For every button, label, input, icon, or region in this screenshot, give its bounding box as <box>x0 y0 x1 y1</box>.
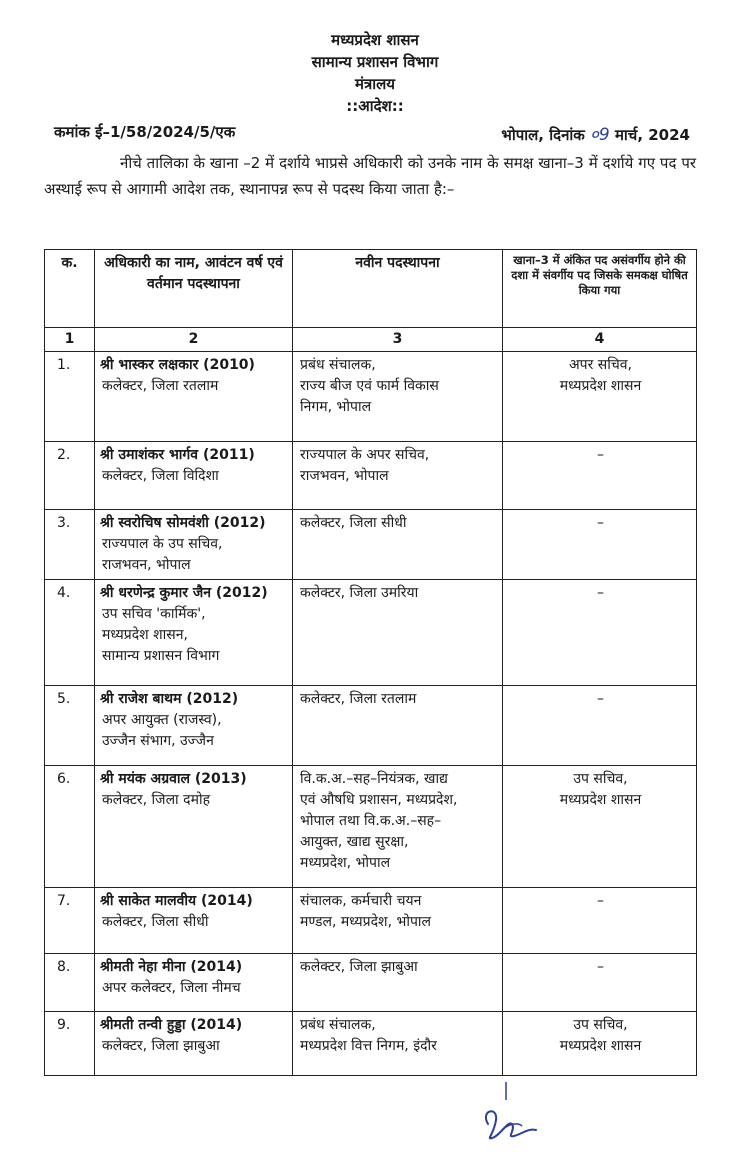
serial-number: 5. <box>45 686 95 766</box>
table-row <box>45 352 697 442</box>
current-posting-line: राजभवन, भोपाल <box>102 557 191 573</box>
equivalent-post-cell <box>503 686 697 766</box>
col-number: 1 <box>45 328 95 352</box>
order-body-content: नीचे तालिका के खाना –2 में दर्शाये भाप्रसे अधिकारी को उनके नाम के समक्ष खाना–3 में दर्शाये गए पद पर अस्थाई रूप से आगामी आदेश तक, स्थानापन्न रूप से पदस्थ किया जाता है:– <box>44 154 696 198</box>
officer-cell <box>95 510 293 580</box>
equivalent-post-cell <box>503 888 697 954</box>
table-row <box>45 686 697 766</box>
current-posting-line: अपर आयुक्त (राजस्व), <box>102 712 222 728</box>
column-number-row <box>45 328 697 352</box>
table-row <box>45 766 697 888</box>
new-posting-line: राज्य बीज एवं फार्म विकास <box>300 378 439 394</box>
order-heading: ::आदेश:: <box>346 97 404 115</box>
order-date <box>501 122 690 145</box>
posting-table <box>44 249 697 1076</box>
table-row <box>45 510 697 580</box>
equivalent-post-line: अपर सचिव, <box>568 357 633 373</box>
serial-number: 8. <box>45 954 95 1012</box>
new-posting-line: कलेक्टर, जिला उमरिया <box>300 585 419 601</box>
order-number: कमांक ई–1/58/2024/5/एक <box>54 123 236 141</box>
current-posting-line: कलेक्टर, जिला विदिशा <box>102 468 219 484</box>
serial-number: 6. <box>45 766 95 888</box>
table-row <box>45 1012 697 1076</box>
officer-cell <box>95 954 293 1012</box>
officer-cell <box>95 1012 293 1076</box>
new-posting-cell <box>293 352 503 442</box>
equivalent-post-line: – <box>597 515 604 531</box>
officer-name: श्री भास्कर लक्षकार (2010) <box>100 357 255 373</box>
new-posting-line: मध्यप्रदेश, भोपाल <box>300 855 391 871</box>
equivalent-post-line: – <box>597 585 604 601</box>
col-number: 4 <box>503 328 697 352</box>
officer-name: श्री उमाशंकर भार्गव (2011) <box>100 447 255 463</box>
new-posting-line: मध्यप्रदेश वित्त निगम, इंदौर <box>300 1038 437 1054</box>
officer-cell <box>95 686 293 766</box>
serial-number: 9. <box>45 1012 95 1076</box>
equivalent-post-cell <box>503 1012 697 1076</box>
officer-name: श्रीमती तन्वी हुड्डा (2014) <box>100 1017 243 1033</box>
new-posting-line: संचालक, कर्मचारी चयन <box>300 893 422 909</box>
officer-name: श्री मयंक अग्रवाल (2013) <box>100 771 247 787</box>
equivalent-post-cell <box>503 510 697 580</box>
new-posting-line: प्रबंध संचालक, <box>300 357 376 373</box>
new-posting-line: कलेक्टर, जिला रतलाम <box>300 691 417 707</box>
new-posting-line: भोपाल तथा वि.क.अ.–सह– <box>300 813 442 829</box>
officer-name: श्री साकेत मालवीय (2014) <box>100 893 253 909</box>
current-posting-line: कलेक्टर, जिला सीधी <box>102 914 209 930</box>
table-row <box>45 442 697 510</box>
table-row <box>45 580 697 686</box>
current-posting-line: कलेक्टर, जिला झाबुआ <box>102 1038 220 1054</box>
new-posting-cell <box>293 766 503 888</box>
col-number: 3 <box>293 328 503 352</box>
new-posting-cell <box>293 888 503 954</box>
officer-name: श्री राजेश बाथम (2012) <box>100 691 239 707</box>
new-posting-line: मण्डल, मध्यप्रदेश, भोपाल <box>300 914 432 930</box>
equivalent-post-line: – <box>597 959 604 975</box>
new-posting-line: राज्यपाल के अपर सचिव, <box>300 447 430 463</box>
officer-name: श्री धरणेन्द्र कुमार जैन (2012) <box>100 585 268 601</box>
equivalent-post-cell <box>503 352 697 442</box>
new-posting-line: निगम, भोपाल <box>300 399 372 415</box>
date-month-year: मार्च, 2024 <box>614 126 690 144</box>
new-posting-line: वि.क.अ.–सह–नियंत्रक, खाद्य <box>300 771 448 787</box>
officer-cell <box>95 352 293 442</box>
reference-line <box>54 122 690 144</box>
header-officer: अधिकारी का नाम, आवंटन वर्ष एवं वर्तमान पदस्थापना <box>95 250 293 328</box>
equivalent-post-line: उप सचिव, <box>573 771 628 787</box>
current-posting-line: उज्जैन संभाग, उज्जैन <box>102 733 214 749</box>
serial-number: 3. <box>45 510 95 580</box>
serial-number: 2. <box>45 442 95 510</box>
equivalent-post-line: मध्यप्रदेश शासन <box>559 378 642 394</box>
officer-name: श्रीमती नेहा मीना (2014) <box>100 959 243 975</box>
serial-number: 1. <box>45 352 95 442</box>
new-posting-cell <box>293 1012 503 1076</box>
header-equivalent-post: खाना–3 में अंकित पद असंवर्गीय होने की दशा में संवर्गीय पद जिसके समकक्ष घोषित किया गया <box>503 250 697 328</box>
officer-cell <box>95 888 293 954</box>
current-posting-line: कलेक्टर, जिला रतलाम <box>102 378 219 394</box>
equivalent-post-line: – <box>597 691 604 707</box>
new-posting-line: कलेक्टर, जिला झाबुआ <box>300 959 418 975</box>
serial-number: 7. <box>45 888 95 954</box>
header-new-posting: नवीन पदस्थापना <box>293 250 503 328</box>
place-date-prefix: भोपाल, दिनांक <box>501 126 585 144</box>
equivalent-post-line: मध्यप्रदेश शासन <box>559 1038 642 1054</box>
equivalent-post-line: – <box>597 447 604 463</box>
equivalent-post-cell <box>503 766 697 888</box>
current-posting-line: उप सचिव 'कार्मिक', <box>102 606 206 622</box>
new-posting-line: प्रबंध संचालक, <box>300 1017 376 1033</box>
officer-name: श्री स्वरोचिष सोमवंशी (2012) <box>100 515 266 531</box>
current-posting-line: सामान्य प्रशासन विभाग <box>102 648 220 664</box>
new-posting-cell <box>293 954 503 1012</box>
current-posting-line: राज्यपाल के उप सचिव, <box>102 536 223 552</box>
new-posting-line: आयुक्त, खाद्य सुरक्षा, <box>300 834 409 850</box>
new-posting-line: एवं औषधि प्रशासन, मध्यप्रदेश, <box>300 792 458 808</box>
signature <box>478 1080 548 1150</box>
department-title: सामान्य प्रशासन विभाग <box>311 53 439 71</box>
table-header-row <box>45 250 697 328</box>
current-posting-line: मध्यप्रदेश शासन, <box>102 627 188 643</box>
equivalent-post-cell <box>503 442 697 510</box>
equivalent-post-cell <box>503 580 697 686</box>
current-posting-line: कलेक्टर, जिला दमोह <box>102 792 211 808</box>
new-posting-line: राजभवन, भोपाल <box>300 468 389 484</box>
table-row <box>45 954 697 1012</box>
order-body-text <box>44 150 696 202</box>
officer-cell <box>95 580 293 686</box>
officer-cell <box>95 442 293 510</box>
current-posting-line: अपर कलेक्टर, जिला नीमच <box>102 980 241 996</box>
new-posting-cell <box>293 442 503 510</box>
handwritten-day: ०9 <box>590 125 610 145</box>
equivalent-post-line: मध्यप्रदेश शासन <box>559 792 642 808</box>
equivalent-post-line: – <box>597 893 604 909</box>
new-posting-cell <box>293 686 503 766</box>
new-posting-cell <box>293 510 503 580</box>
serial-number: 4. <box>45 580 95 686</box>
new-posting-line: कलेक्टर, जिला सीधी <box>300 515 407 531</box>
equivalent-post-cell <box>503 954 697 1012</box>
col-number: 2 <box>95 328 293 352</box>
new-posting-cell <box>293 580 503 686</box>
equivalent-post-line: उप सचिव, <box>573 1017 628 1033</box>
table-row <box>45 888 697 954</box>
officer-cell <box>95 766 293 888</box>
header-serial: क. <box>45 250 95 328</box>
govt-title: मध्यप्रदेश शासन <box>331 31 419 49</box>
ministry-title: मंत्रालय <box>354 75 395 93</box>
